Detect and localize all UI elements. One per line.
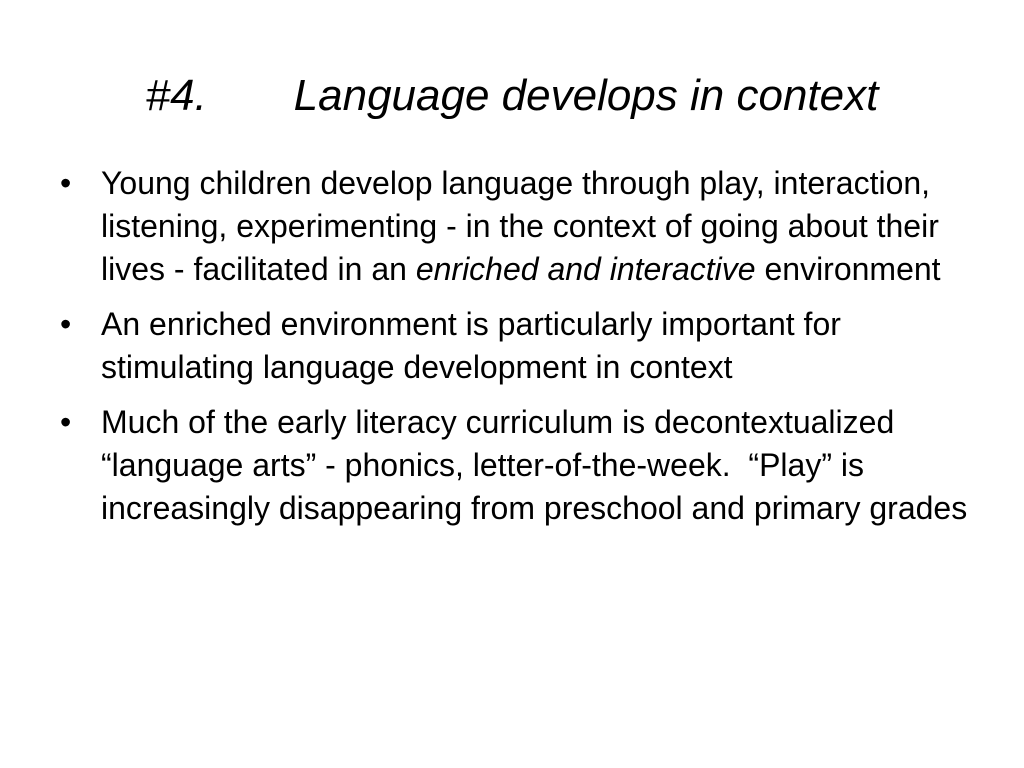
slide-title	[0, 68, 1024, 124]
title-text: Language develops in context	[293, 71, 879, 120]
bullet-list	[58, 162, 988, 542]
bullet-emphasis: enriched and interactive	[415, 251, 756, 287]
bullet-text: Much of the early literacy curriculum is decontextualized “language arts” - phonics, letter-of-the-week. “Play” is increasingly disappearing from preschool and primary grades	[101, 404, 968, 526]
bullet-item	[58, 303, 988, 389]
bullet-dot: •	[60, 306, 72, 342]
bullet-item	[58, 162, 988, 291]
bullet-text: environment	[755, 251, 941, 287]
bullet-dot: •	[60, 404, 72, 440]
bullet-text: Young children develop language through play, interaction, listening, experimenting - in the context of going about their lives - facilitated in an	[101, 165, 939, 287]
bullet-text: An enriched environment is particularly important for stimulating language development in context	[101, 306, 841, 385]
title-number: #4.	[145, 71, 207, 120]
bullet-dot: •	[60, 165, 72, 201]
bullet-item	[58, 401, 988, 530]
